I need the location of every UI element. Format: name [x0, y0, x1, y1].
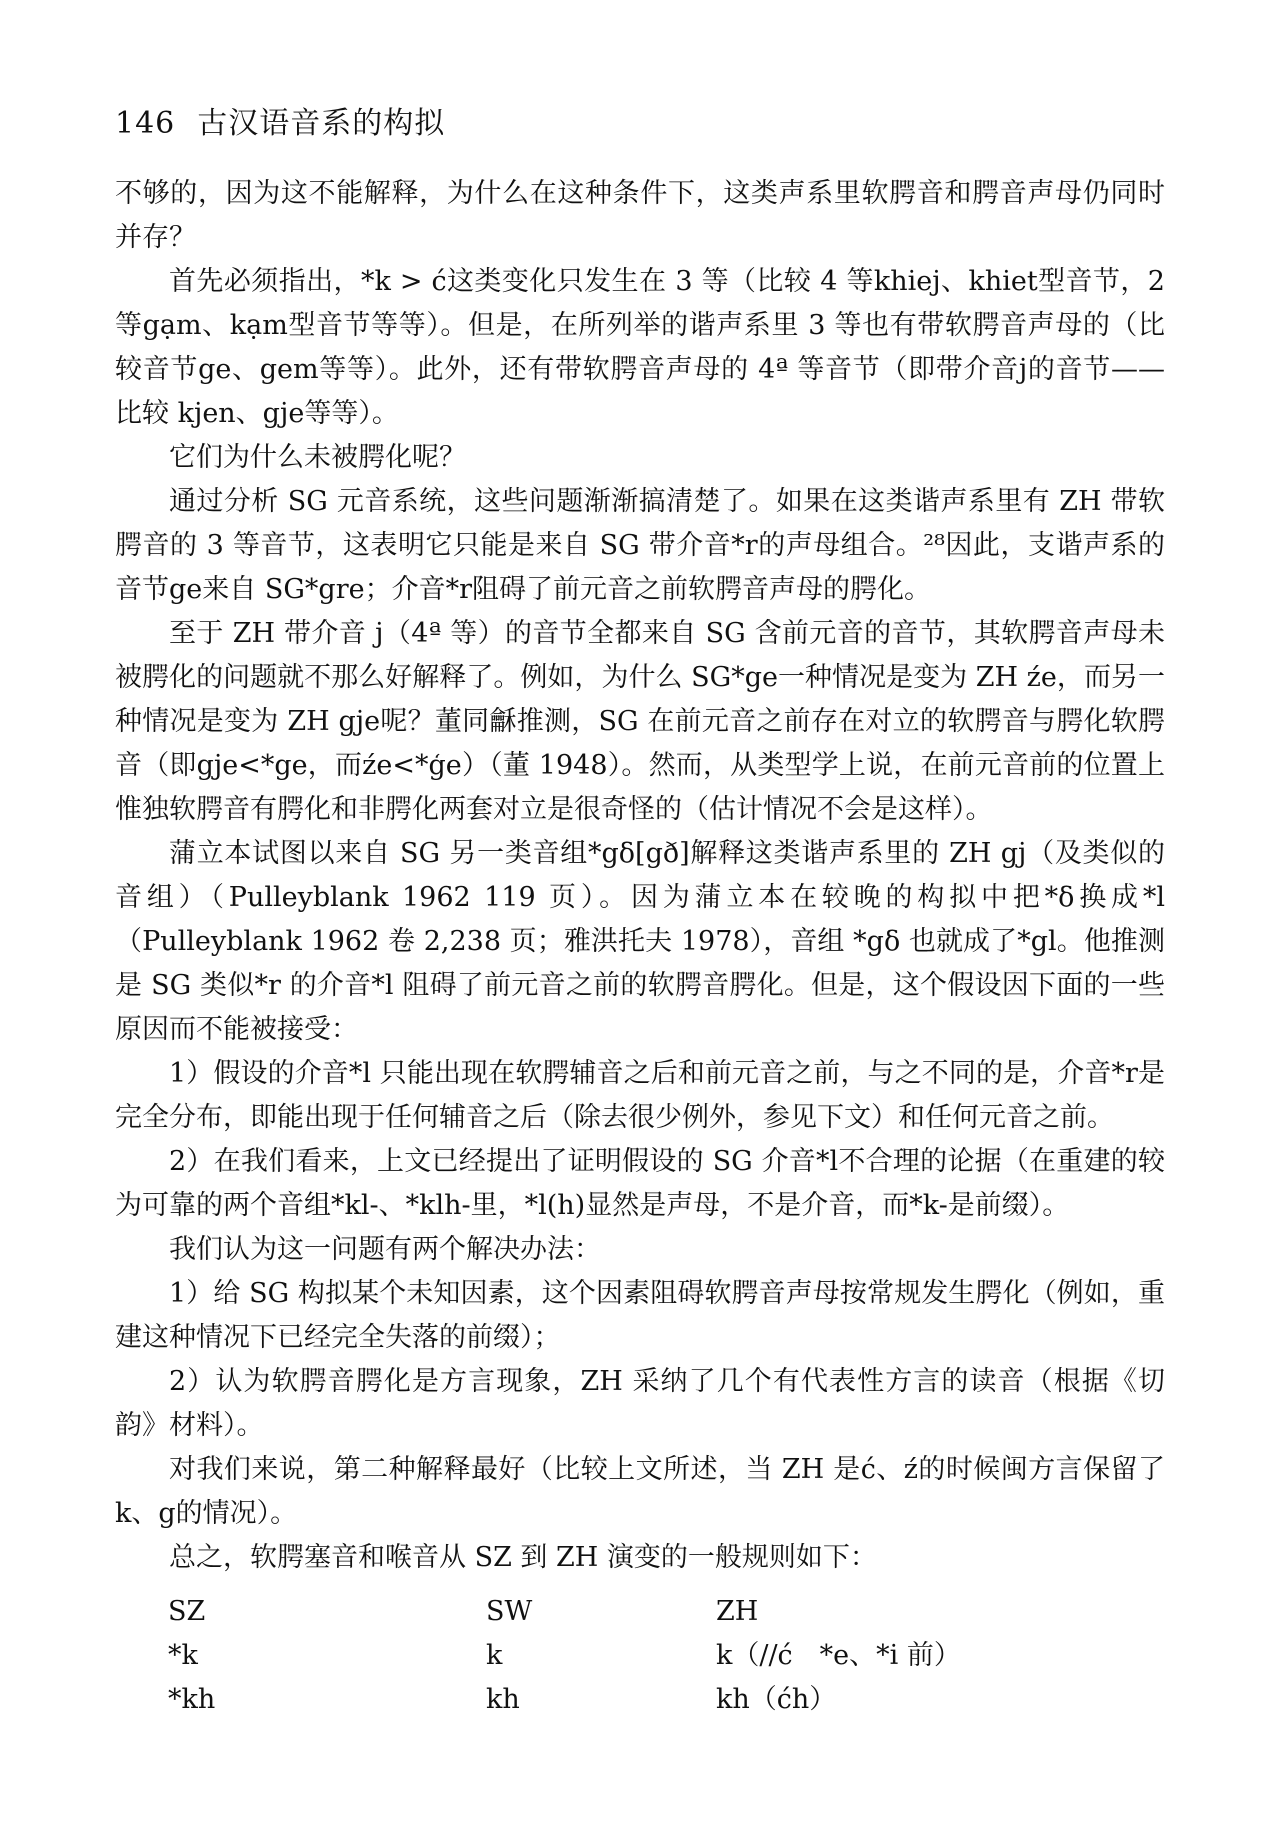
paragraph: 首先必须指出，*k > ć这类变化只发生在 3 等（比较 4 等khiej、khiet型音节，2 等gạm、kạm型音节等等）。但是，在所列举的谐声系里 3 等也有带软腭音声母的（比较音节ge、gem等等）。此外，还有带软腭音声母的 4ª 等音节（即带介音j的音节——比较 kjen、gje等等）。 [115, 266, 1165, 429]
table-header-row [168, 1590, 1068, 1634]
paragraph: 通过分析 SG 元音系统，这些问题渐渐搞清楚了。如果在这类谐声系里有 ZH 带软腭音的 3 等音节，这表明它只能是来自 SG 带介音*r的声母组合。²⁸因此，支谐声系的音节ge来自 SG*gre；介音*r阻碍了前元音之前软腭音声母的腭化。 [115, 486, 1165, 605]
table-cell: kh [486, 1684, 520, 1715]
paragraph: 1）假设的介音*l 只能出现在软腭辅音之后和前元音之前，与之不同的是，介音*r是完全分布，即能出现于任何辅音之后（除去很少例外，参见下文）和任何元音之前。 [115, 1058, 1165, 1133]
paragraph: 总之，软腭塞音和喉音从 SZ 到 ZH 演变的一般规则如下： [169, 1542, 877, 1573]
table-header-sz: SZ [168, 1596, 206, 1627]
table-cell: *k [168, 1640, 198, 1671]
paragraph: 我们认为这一问题有两个解决办法： [169, 1234, 601, 1265]
body-text [115, 172, 1165, 1580]
table-row [168, 1678, 1068, 1722]
paragraph: 蒲立本试图以来自 SG 另一类音组*gδ[gð]解释这类谐声系里的 ZH gj（及类似的音组）（Pulleyblank 1962 119 页）。因为蒲立本在较晚的构拟中把*δ换成*l（Pulleyblank 1962 卷 2,238 页；雅洪托夫 1978），音组 *gδ 也就成了*gl。他推测是 SG 类似*r 的介音*l 阻碍了前元音之前的软腭音腭化。但是，这个假设因下面的一些原因而不能被接受： [115, 838, 1165, 1045]
paragraph: 对我们来说，第二种解释最好（比较上文所述，当 ZH 是ć、ź的时候闽方言保留了k、g的情况）。 [115, 1454, 1165, 1529]
table-cell: k（//ć *e、*i 前） [716, 1640, 961, 1671]
paragraph: 不够的，因为这不能解释，为什么在这种条件下，这类声系里软腭音和腭音声母仍同时并存？ [115, 178, 1165, 253]
table-header-sw: SW [486, 1596, 533, 1627]
paragraph: 2）认为软腭音腭化是方言现象，ZH 采纳了几个有代表性方言的读音（根据《切韵》材料）。 [115, 1366, 1165, 1441]
paragraph: 2）在我们看来，上文已经提出了证明假设的 SG 介音*l不合理的论据（在重建的较为可靠的两个音组*kl-、*klh-里，*l(h)显然是声母，不是介音，而*k-是前缀）。 [115, 1146, 1165, 1221]
page-header [115, 98, 445, 142]
paragraph: 1）给 SG 构拟某个未知因素，这个因素阻碍软腭音声母按常规发生腭化（例如，重建这种情况下已经完全失落的前缀）； [115, 1278, 1165, 1353]
table-cell: kh（ćh） [716, 1684, 837, 1715]
page-number: 146 [115, 106, 176, 141]
running-title: 古汉语音系的构拟 [197, 106, 446, 141]
paragraph: 它们为什么未被腭化呢？ [169, 442, 466, 473]
evolution-table [168, 1590, 1068, 1722]
table-cell: k [486, 1640, 503, 1671]
paragraph: 至于 ZH 带介音 j（4ª 等）的音节全都来自 SG 含前元音的音节，其软腭音声母未被腭化的问题就不那么好解释了。例如，为什么 SG*ge一种情况是变为 ZH źe，而另一种情况是变为 ZH gje呢？董同龢推测，SG 在前元音之前存在对立的软腭音与腭化软腭音（即gje<*ge，而źe<*ģe）（董 1948）。然而，从类型学上说，在前元音前的位置上惟独软腭音有腭化和非腭化两套对立是很奇怪的（估计情况不会是这样）。 [115, 618, 1165, 825]
table-cell: *kh [168, 1684, 216, 1715]
table-header-zh: ZH [716, 1596, 759, 1627]
table-row [168, 1634, 1068, 1678]
